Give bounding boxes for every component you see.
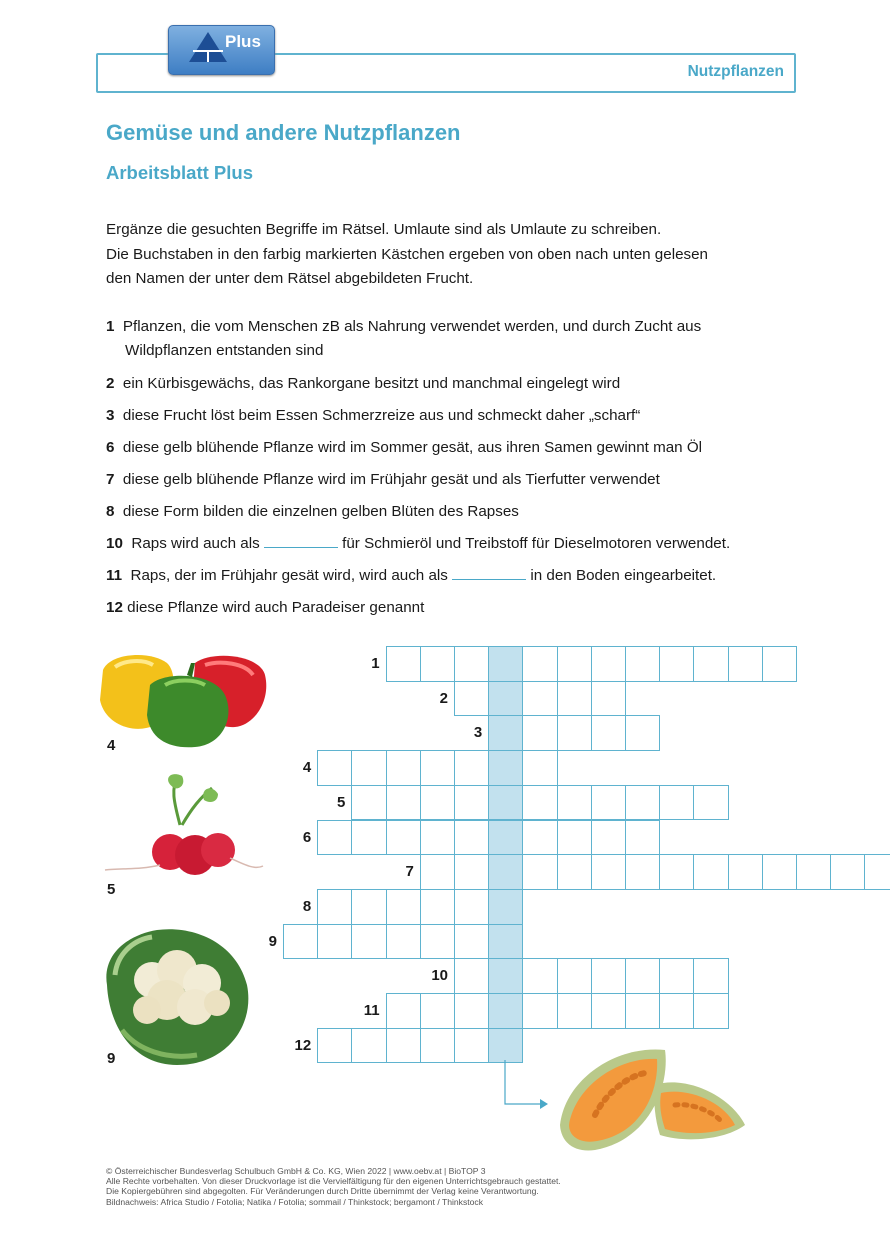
crossword-cell[interactable] <box>557 958 592 994</box>
crossword-cell[interactable] <box>317 750 352 786</box>
solution-cell[interactable] <box>488 785 523 821</box>
crossword-row-number: 7 <box>405 863 414 881</box>
crossword-cell[interactable] <box>693 646 728 682</box>
clue-7: 7 diese gelb blühende Pflanze wird im Frühjahr gesät und als Tierfutter verwendet <box>106 471 660 488</box>
crossword-cell[interactable] <box>522 750 557 786</box>
crossword-cell[interactable] <box>386 646 421 682</box>
crossword-cell[interactable] <box>864 854 890 890</box>
crossword-cell[interactable] <box>420 924 455 960</box>
crossword-cell[interactable] <box>522 854 557 890</box>
solution-cell[interactable] <box>488 993 523 1029</box>
crossword-cell[interactable] <box>830 854 865 890</box>
clue-11: 11 Raps, der im Frühjahr gesät wird, wird auch als in den Boden eingearbeitet. <box>106 567 717 584</box>
crossword-cell[interactable] <box>386 820 421 856</box>
crossword-cell[interactable] <box>625 646 660 682</box>
solution-cell[interactable] <box>488 681 523 717</box>
solution-cell[interactable] <box>488 646 523 682</box>
crossword-cell[interactable] <box>351 785 386 821</box>
crossword-cell[interactable] <box>557 715 592 751</box>
crossword-row-number: 6 <box>302 828 312 846</box>
crossword-row-number: 9 <box>268 932 277 950</box>
crossword-cell[interactable] <box>420 889 455 925</box>
crossword-cell[interactable] <box>454 924 489 960</box>
solution-arrow-icon <box>500 1060 560 1115</box>
crossword-cell[interactable] <box>522 993 557 1029</box>
crossword-cell[interactable] <box>420 1028 455 1064</box>
crossword-cell[interactable] <box>317 889 352 925</box>
crossword-cell[interactable] <box>522 646 557 682</box>
crossword-row-number: 11 <box>363 1002 380 1019</box>
crossword-cell[interactable] <box>386 785 421 821</box>
crossword-cell[interactable] <box>591 820 626 856</box>
image-label-4: 4 <box>107 737 116 754</box>
solution-cell[interactable] <box>488 924 523 960</box>
crossword-cell[interactable] <box>454 785 489 821</box>
crossword-cell[interactable] <box>522 785 557 821</box>
crossword-cell[interactable] <box>728 646 763 682</box>
crossword-cell[interactable] <box>522 820 557 856</box>
cauliflower-image <box>97 915 255 1073</box>
page-subtitle: Arbeitsblatt Plus <box>106 162 253 183</box>
solution-cell[interactable] <box>488 715 523 751</box>
logo-text: Plus <box>225 32 261 51</box>
plus-logo <box>168 25 275 75</box>
crossword-cell[interactable] <box>557 681 592 717</box>
crossword-cell[interactable] <box>454 889 489 925</box>
crossword-cell[interactable] <box>762 854 797 890</box>
crossword-cell[interactable] <box>591 646 626 682</box>
bell-peppers-image <box>95 645 270 750</box>
crossword-cell[interactable] <box>351 924 386 960</box>
clue-8: 8 diese Form bilden die einzelnen gelben Blüten des Rapses <box>106 503 519 520</box>
crossword-cell[interactable] <box>454 993 489 1029</box>
crossword-cell[interactable] <box>420 785 455 821</box>
crossword-cell[interactable] <box>386 750 421 786</box>
crossword-row-number: 12 <box>294 1036 312 1054</box>
crossword-cell[interactable] <box>693 785 728 821</box>
solution-cell[interactable] <box>488 820 523 856</box>
page-title: Gemüse und andere Nutzpflanzen <box>106 120 461 145</box>
crossword-cell[interactable] <box>625 854 660 890</box>
crossword-cell[interactable] <box>351 889 386 925</box>
clue-12: 12 diese Pflanze wird auch Paradeiser genannt <box>106 599 425 616</box>
clue-10: 10 Raps wird auch als für Schmieröl und Treibstoff für Dieselmotoren verwendet. <box>106 535 731 552</box>
crossword-row-number: 4 <box>302 759 312 777</box>
crossword-cell[interactable] <box>454 958 489 994</box>
radish-image <box>100 770 265 880</box>
crossword-cell[interactable] <box>659 646 694 682</box>
crossword-cell[interactable] <box>591 854 626 890</box>
crossword-cell[interactable] <box>591 715 626 751</box>
crossword-cell[interactable] <box>728 854 763 890</box>
crossword-cell[interactable] <box>557 854 592 890</box>
crossword-cell[interactable] <box>659 785 694 821</box>
crossword-cell[interactable] <box>386 889 421 925</box>
crossword-cell[interactable] <box>557 785 592 821</box>
crossword-cell[interactable] <box>693 993 728 1029</box>
crossword-cell[interactable] <box>420 750 455 786</box>
crossword-cell[interactable] <box>454 820 489 856</box>
crossword-cell[interactable] <box>591 993 626 1029</box>
crossword-cell[interactable] <box>454 646 489 682</box>
crossword-cell[interactable] <box>454 1028 489 1064</box>
crossword-cell[interactable] <box>659 958 694 994</box>
crossword-cell[interactable] <box>625 958 660 994</box>
crossword-cell[interactable] <box>454 854 489 890</box>
crossword-cell[interactable] <box>283 924 318 960</box>
crossword-cell[interactable] <box>420 993 455 1029</box>
instruction-line: Die Buchstaben in den farbig markierten Kästchen ergeben von oben nach unten gelesen <box>106 245 709 263</box>
clue-6: 6 diese gelb blühende Pflanze wird im Sommer gesät, aus ihren Samen gewinnt man Öl <box>106 439 703 456</box>
crossword-cell[interactable] <box>522 715 557 751</box>
clue-2: 2 ein Kürbisgewächs, das Rankorgane besitzt und manchmal eingelegt wird <box>106 375 621 392</box>
crossword-cell[interactable] <box>351 820 386 856</box>
crossword-cell[interactable] <box>420 820 455 856</box>
answer-blank <box>264 535 338 548</box>
solution-cell[interactable] <box>488 889 523 925</box>
crossword-row-number: 5 <box>337 793 346 811</box>
crossword-cell[interactable] <box>659 854 694 890</box>
clue-1: 1 Pflanzen, die vom Menschen zB als Nahrung verwendet werden, und durch Zucht aus Wildpflanzen entstanden sind <box>106 318 702 359</box>
crossword-cell[interactable] <box>557 820 592 856</box>
crossword-cell[interactable] <box>693 958 728 994</box>
crossword-cell[interactable] <box>659 993 694 1029</box>
crossword-row-number: 1 <box>371 655 380 672</box>
crossword-cell[interactable] <box>557 993 592 1029</box>
crossword-row-number: 3 <box>473 724 483 742</box>
crossword-cell[interactable] <box>420 854 455 890</box>
crossword-cell[interactable] <box>591 958 626 994</box>
crossword-cell[interactable] <box>454 681 489 717</box>
answer-blank <box>452 567 526 580</box>
crossword-cell[interactable] <box>591 681 626 717</box>
crossword-cell[interactable] <box>386 924 421 960</box>
crossword-cell[interactable] <box>386 993 421 1029</box>
crossword-row-number: 8 <box>302 897 312 915</box>
solution-cell[interactable] <box>488 958 523 994</box>
crossword-cell[interactable] <box>522 958 557 994</box>
solution-cell[interactable] <box>488 1028 523 1064</box>
crossword-cell[interactable] <box>625 993 660 1029</box>
crossword-row-number: 2 <box>439 689 448 707</box>
crossword-cell[interactable] <box>386 1028 421 1064</box>
crossword-row-number: 10 <box>431 967 448 985</box>
image-label-9: 9 <box>107 1050 116 1067</box>
crossword-cell[interactable] <box>317 924 352 960</box>
crossword-cell[interactable] <box>591 785 626 821</box>
crossword-cell[interactable] <box>625 715 660 751</box>
instruction-line: den Namen der unter dem Rätsel abgebildeten Frucht. <box>106 270 474 287</box>
copyright-footer: © Österreichischer Bundesverlag Schulbuch GmbH & Co. KG, Wien 2022 | www.oebv.at | BioTOP 3 Alle Rechte vorbehalten. Von dieser Druckvorlage ist die Vervielfältigung für den eigenen Unterrichtsgebrauch gestattet. Die Kopiergebühren sind abgegolten. Für Veränderungen durch Dritte übernimmt der Verlag keine Verantwortung. Bildnachweis: Africa Studio / Fotolia; Natika / Fotolia; sommail / Thinkstock; bergamont / Thinkstock <box>106 1166 561 1207</box>
melon-image <box>555 1045 750 1155</box>
crossword-cell[interactable] <box>351 750 386 786</box>
instructions <box>106 218 806 292</box>
crossword-cell[interactable] <box>625 785 660 821</box>
crossword-cell[interactable] <box>317 1028 352 1064</box>
image-label-5: 5 <box>107 881 116 898</box>
clue-3: 3 diese Frucht löst beim Essen Schmerzreize aus und schmeckt daher „scharf“ <box>106 407 641 424</box>
crossword-cell[interactable] <box>762 646 797 682</box>
instruction-line: Ergänze die gesuchten Begriffe im Rätsel. Umlaute sind als Umlaute zu schreiben. <box>106 221 662 238</box>
section-title: Nutzpflanzen <box>687 63 784 80</box>
crossword-cell[interactable] <box>317 820 352 856</box>
crossword-cell[interactable] <box>522 681 557 717</box>
solution-cell[interactable] <box>488 750 523 786</box>
crossword-cell[interactable] <box>420 646 455 682</box>
crossword-cell[interactable] <box>351 1028 386 1064</box>
solution-cell[interactable] <box>488 854 523 890</box>
crossword-cell[interactable] <box>693 854 728 890</box>
crossword-cell[interactable] <box>557 646 592 682</box>
crossword-cell[interactable] <box>796 854 831 890</box>
crossword-cell[interactable] <box>454 750 489 786</box>
crossword-cell[interactable] <box>625 820 660 856</box>
